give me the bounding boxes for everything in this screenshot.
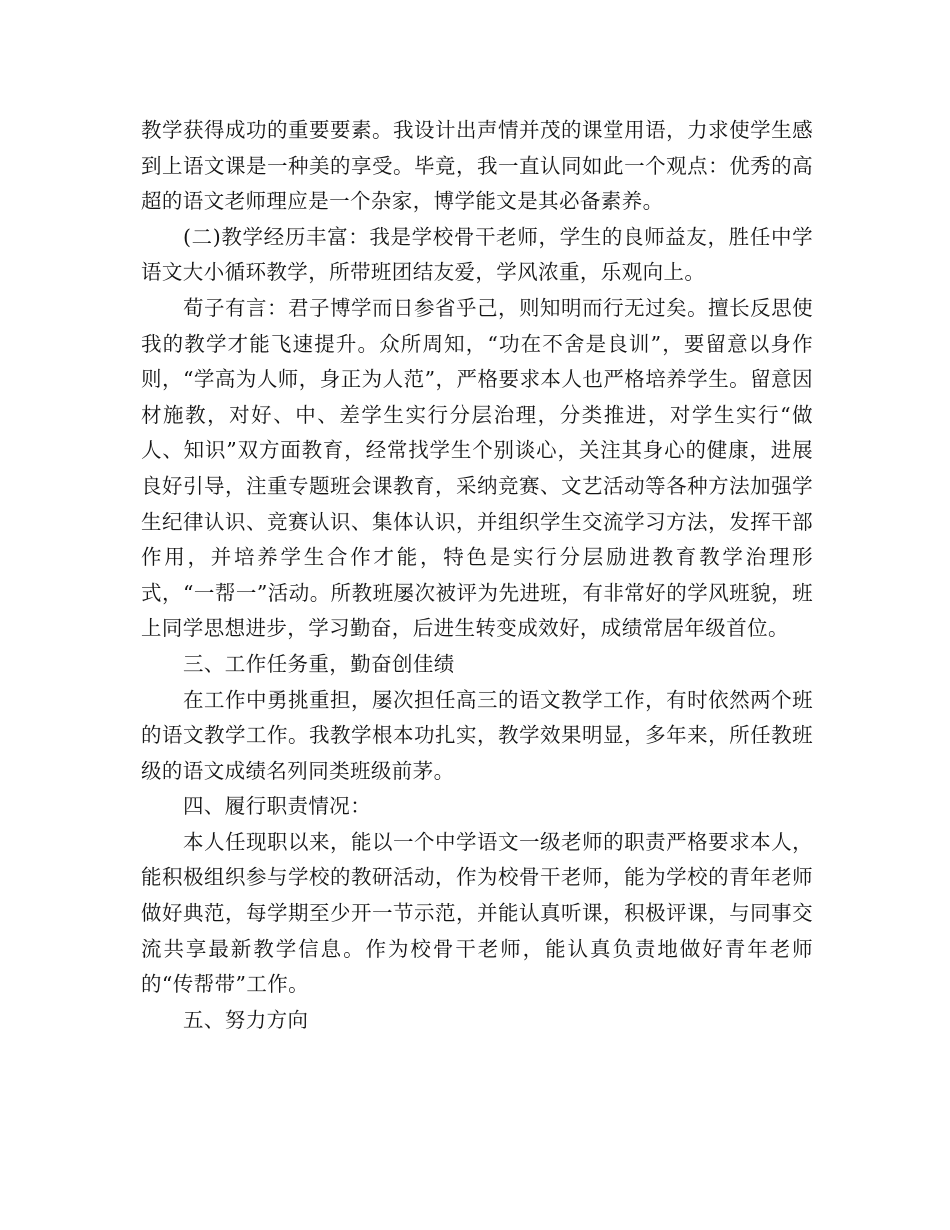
document-body (141, 113, 813, 1038)
paragraph-workload: 在工作中勇挑重担，屡次担任高三的语文教学工作，有时依然两个班的语文教学工作。我教学根本功扎实，教学效果明显，多年来，所任教班级的语文成绩名列同类班级前茅。 (141, 687, 813, 783)
section-heading-five: 五、努力方向 (183, 1007, 309, 1032)
section-heading-three: 三、工作任务重，勤奋创佳绩 (183, 651, 455, 676)
paragraph-teaching-experience: (二)教学经历丰富：我是学校骨干老师，学生的良师益友，胜任中学语文大小循环教学，所带班团结友爱，学风浓重，乐观向上。 (141, 224, 813, 285)
paragraph-continued-intro: 教学获得成功的重要要素。我设计出声情并茂的课堂用语，力求使学生感到上语文课是一种美的享受。毕竟，我一直认同如此一个观点：优秀的高超的语文老师理应是一个杂家，博学能文是其必备素养。 (141, 118, 813, 214)
paragraph-reflection-and-class-management: 荀子有言：君子博学而日参省乎己，则知明而行无过矣。擅长反思使我的教学才能飞速提升。众所周知，“功在不舍是良训”，要留意以身作则，“学高为人师，身正为人范”，严格要求本人也严格培养学生。留意因材施教，对好、中、差学生实行分层治理，分类推进，对学生实行“做人、知识”双方面教育，经常找学生个别谈心，关注其身心的健康，进展良好引导，注重专题班会课教育，采纳竞赛、文艺活动等各种方法加强学生纪律认识、竞赛认识、集体认识，并组织学生交流学习方法，发挥干部作用，并培养学生合作才能，特色是实行分层励进教育教学治理形式，“一帮一”活动。所教班屡次被评为先进班，有非常好的学风班貌，班上同学思想进步，学习勤奋，后进生转变成效好，成绩常居年级首位。 (141, 295, 813, 641)
paragraph-duties: 本人任现职以来，能以一个中学语文一级老师的职责严格要求本人，能积极组织参与学校的教研活动，作为校骨干老师，能为学校的青年老师做好典范，每学期至少开一节示范，并能认真听课，积极评课，与同事交流共享最新教学信息。作为校骨干老师，能认真负责地做好青年老师的“传帮带”工作。 (141, 829, 813, 997)
section-heading-four: 四、履行职责情况： (183, 794, 372, 819)
